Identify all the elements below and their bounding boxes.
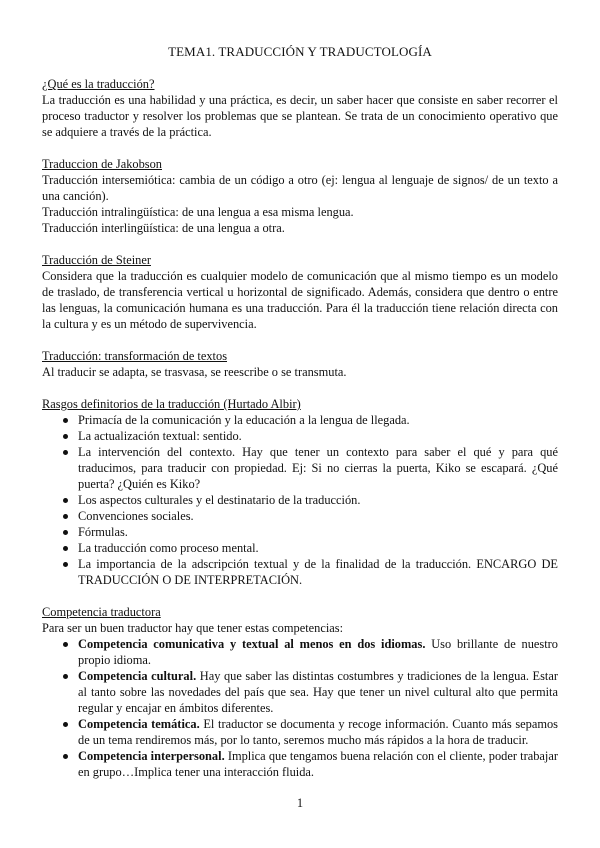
list-item: La traducción como proceso mental. <box>42 540 558 556</box>
section-heading: Competencia traductora <box>42 605 161 619</box>
competence-name: Competencia interpersonal. <box>78 749 225 763</box>
section-transformacion <box>42 348 558 380</box>
section-steiner <box>42 252 558 332</box>
list-item <box>42 668 558 716</box>
section-heading: ¿Qué es la traducción? <box>42 77 155 91</box>
bullet-list <box>42 636 558 780</box>
section-rasgos <box>42 396 558 588</box>
list-item: Primacía de la comunicación y la educación a la lengua de llegada. <box>42 412 558 428</box>
list-item: Fórmulas. <box>42 524 558 540</box>
paragraph: Para ser un buen traductor hay que tener estas competencias: <box>42 621 344 635</box>
list-item: La importancia de la adscripción textual y de la finalidad de la traducción. ENCARGO DE TRADUCCIÓN O DE INTERPRETACIÓN. <box>42 556 558 588</box>
paragraph: Considera que la traducción es cualquier modelo de comunicación que al mismo tiempo es un modelo de traslado, de transferencia vertical u horizontal de significado. Además, considera que dentro o entre las lenguas, la comunicación humana es una traducción. Para él la traducción tiene relación directa con la cultura y es un método de supervivencia. <box>42 269 558 331</box>
list-item: Los aspectos culturales y el destinatario de la traducción. <box>42 492 558 508</box>
list-item <box>42 636 558 668</box>
competence-name: Competencia cultural. <box>78 669 197 683</box>
section-heading: Rasgos definitorios de la traducción (Hurtado Albir) <box>42 397 301 411</box>
paragraph: Al traducir se adapta, se trasvasa, se reescribe o se transmuta. <box>42 365 347 379</box>
page-number: 1 <box>296 796 304 810</box>
section-jakobson <box>42 156 558 236</box>
paragraph: Traducción interlingüística: de una lengua a otra. <box>42 221 285 235</box>
list-item: La intervención del contexto. Hay que tener un contexto para saber el qué y para qué traducimos, para traducir con propiedad. Ej: Si no cierras la puerta, Kiko se escapará. ¿Qué puerta? ¿Quién es Kiko? <box>42 444 558 492</box>
paragraph: Traducción intersemiótica: cambia de un código a otro (ej: lengua al lenguaje de signos/ de un texto a una canción). <box>42 173 558 203</box>
document-title: TEMA1. TRADUCCIÓN Y TRADUCTOLOGÍA <box>168 44 432 59</box>
list-item: La actualización textual: sentido. <box>42 428 558 444</box>
paragraph: Traducción intralingüística: de una lengua a esa misma lengua. <box>42 205 354 219</box>
competence-name: Competencia comunicativa y textual al menos en dos idiomas. <box>78 637 426 651</box>
list-item <box>42 716 558 748</box>
list-item: Convenciones sociales. <box>42 508 558 524</box>
competence-text: Implica que tengamos buena relación con el cliente, poder trabajar en grupo…Implica tener una interacción fluida. <box>78 749 558 779</box>
document-page <box>42 44 558 796</box>
section-heading: Traducción de Steiner <box>42 253 151 267</box>
section-heading: Traducción: transformación de textos <box>42 349 228 363</box>
section-heading: Traduccion de Jakobson <box>42 157 162 171</box>
bullet-list <box>42 412 558 588</box>
list-item <box>42 748 558 780</box>
section-que-es <box>42 76 558 140</box>
competence-text: Hay que saber las distintas costumbres y tradiciones de la lengua. Estar al tanto sobre las novedades del país que sea. Hay que tener un nivel cultural alto que permita regular y encajar en ámbitos diferentes. <box>78 669 558 715</box>
paragraph: La traducción es una habilidad y una práctica, es decir, un saber hacer que consiste en saber recorrer el proceso traductor y resolver los problemas que se plantean. Se trata de un conocimiento operativo que se adquiere a través de la práctica. <box>42 93 558 139</box>
competence-text: El traductor se documenta y recoge información. Cuanto más sepamos de un tema rendiremos más, por lo tanto, seremos mucho más rápidos a la hora de traducir. <box>78 717 558 747</box>
section-competencia <box>42 604 558 780</box>
competence-text: Uso brillante de nuestro propio idioma. <box>78 637 558 667</box>
competence-name: Competencia temática. <box>78 717 200 731</box>
